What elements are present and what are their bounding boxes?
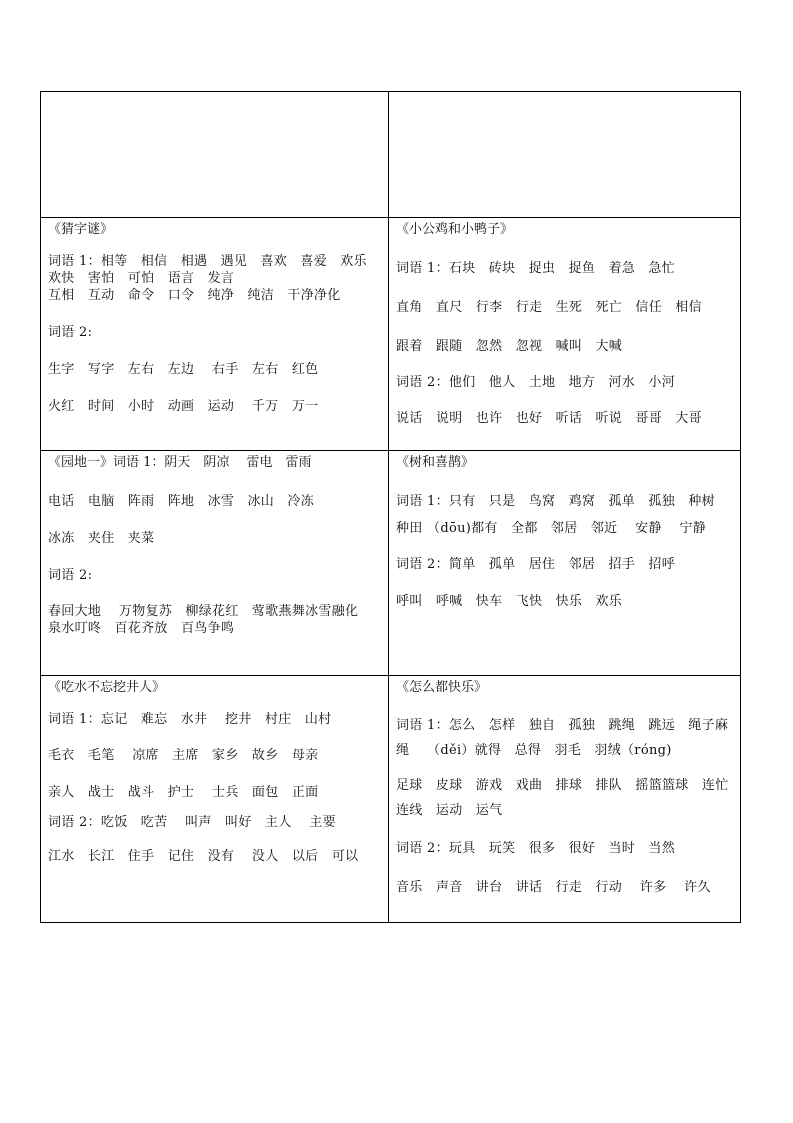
vocab-line: 互相 互动 命令 口令 纯净 纯洁 干净净化 (48, 288, 341, 303)
vocab-heading: 词语 2: (48, 325, 93, 340)
vocab-line: 亲人 战士 战斗 护士 士兵 面包 正面 (48, 785, 319, 800)
vocab-line: 词语 1：忘记 难忘 水井 挖井 村庄 山村 (48, 712, 332, 727)
cell-xiao-gong-ji (389, 218, 740, 450)
vocabulary-table (40, 91, 741, 923)
cell-yuan-di-yi (41, 451, 388, 675)
vocab-line: 词语 2：吃饭 吃苦 叫声 叫好 主人 主要 (48, 815, 336, 830)
cell-shu-he-xi-que (389, 451, 740, 675)
vocab-line: 江水 长江 住手 记住 没有 没人 以后 可以 (48, 849, 359, 864)
vocab-line: 直角 直尺 行李 行走 生死 死亡 信任 相信 (396, 300, 702, 315)
vocab-line: 词语 1：怎么 怎样 独自 孤独 跳绳 跳远 绳子麻绳 （děi）就得 总得 羽毛 羽绒（róng) (396, 718, 729, 758)
vocab-line: 词语 2：他们 他人 土地 地方 河水 小河 (396, 375, 676, 390)
vocab-line: 足球 皮球 游戏 戏曲 排球 排队 摇篮篮球 连忙 连线 运动 运气 (396, 778, 742, 818)
vocab-line: 词语 2：简单 孤单 居住 邻居 招手 招呼 (396, 557, 676, 572)
vocab-line: 冰冻 夹住 夹菜 (48, 531, 155, 546)
lesson-title: 《树和喜鹊》 (396, 455, 475, 470)
vocab-line: 词语 2：玩具 玩笑 很多 很好 当时 当然 (396, 841, 676, 856)
lesson-title: 《吃水不忘挖井人》 (48, 680, 166, 695)
vocab-line: 生字 写字 左右 左边 右手 左右 红色 (48, 362, 319, 377)
lesson-title: 《小公鸡和小鸭子》 (396, 222, 514, 237)
vocab-heading: 词语 2: (48, 568, 93, 583)
empty-cell (41, 92, 388, 217)
vocab-line: 词语 1：石块 砖块 捉虫 捉鱼 着急 急忙 (396, 261, 676, 276)
lesson-title: 《怎么都快乐》 (396, 680, 488, 695)
vocab-line: 说话 说明 也许 也好 听话 听说 哥哥 大哥 (396, 411, 702, 426)
vocab-line: 跟着 跟随 忽然 忽视 喊叫 大喊 (396, 339, 623, 354)
vocab-line: 词语 1：只有 只是 鸟窝 鸡窝 孤单 孤独 种树 (396, 494, 715, 509)
cell-zen-me-kuai-le (389, 676, 740, 923)
vocab-line: 火红 时间 小时 动画 运动 千万 万一 (48, 399, 319, 414)
vocab-line: 毛衣 毛笔 凉席 主席 家乡 故乡 母亲 (48, 748, 319, 763)
empty-cell (389, 92, 740, 217)
cell-chi-shui (41, 676, 388, 923)
vocab-line: 音乐 声音 讲台 讲话 行走 行动 许多 许久 (396, 880, 711, 895)
vocab-line: 词语 1：相等 相信 相遇 遇见 喜欢 喜爱 欢乐 欢快 害怕 可怕 语言 发言 (48, 254, 381, 286)
lesson-title: 《园地一》词语 1：阴天 阴凉 雷电 雷雨 (48, 455, 312, 470)
cell-cai-zi-mi (41, 218, 388, 450)
lesson-title: 《猜字谜》 (48, 222, 114, 237)
vocab-line: 电话 电脑 阵雨 阵地 冰雪 冰山 冷冻 (48, 494, 315, 509)
vocab-line: 呼叫 呼喊 快车 飞快 快乐 欢乐 (396, 594, 623, 609)
vocab-line: 种田 （dōu)都有 全都 邻居 邻近 安静 宁静 (396, 521, 707, 536)
vocab-line: 春回大地 万物复苏 柳绿花红 莺歌燕舞冰雪融化 泉水叮咚 百花齐放 百鸟争鸣 (48, 604, 377, 636)
